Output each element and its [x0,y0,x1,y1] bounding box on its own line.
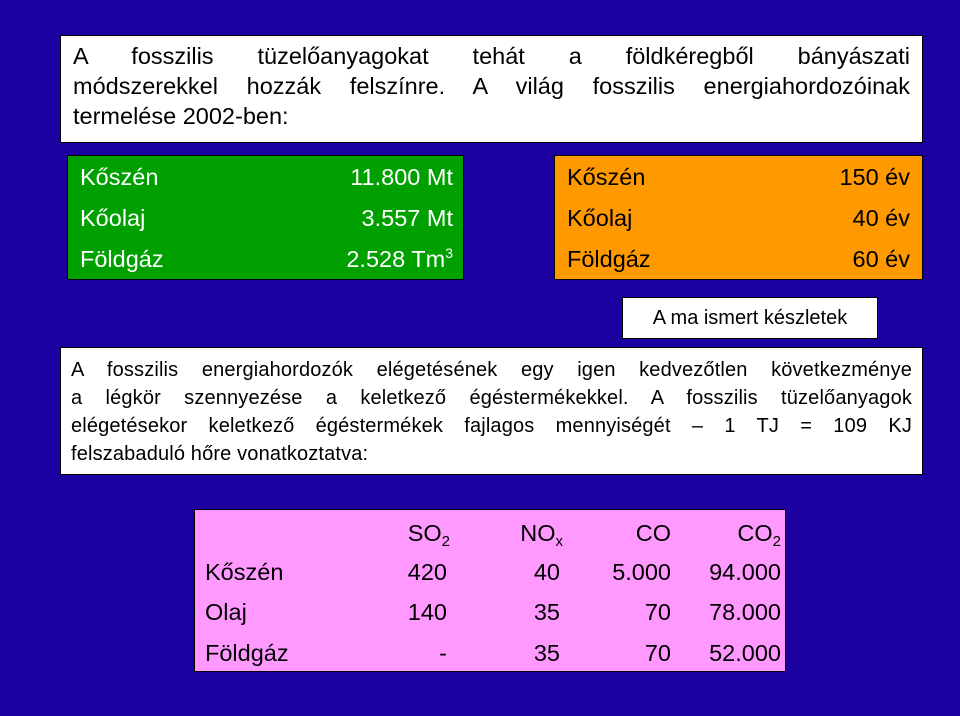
paragraph-line-4: felszabaduló hőre vonatkoztatva: [71,443,369,465]
intro-line-2: módszerekkel hozzák felszínre. A világ fosszilis energiahordozóinak [73,73,910,99]
fuel-name: Kőszén [567,164,646,190]
superscript-exponent: 3 [445,245,453,261]
production-value: 2.528 Tm$^3$ [346,245,453,272]
production-row [80,205,453,245]
emission-header: $CO_2$ [737,520,781,550]
paragraph-line-3: elégetésekor keletkező égéstermékek fajlagos mennyiségét – 1 TJ = 109 KJ [71,415,912,437]
emission-value: 70 [644,640,671,666]
emission-value: - [439,640,447,666]
lifetime-row [567,246,910,286]
intro-text-box [60,35,923,143]
emission-value: 420 [407,559,447,585]
emission-value: 94.000 [709,559,781,585]
emission-header: CO [635,520,671,546]
lifetime-row [567,205,910,245]
lifetime-table [554,155,923,280]
emissions-table [194,509,786,672]
emission-row-name: Kőszén [205,559,284,585]
fuel-name: Kőolaj [80,205,146,231]
emission-value: 35 [533,599,560,625]
intro-line-3: termelése 2002-ben: [73,103,289,129]
lifetime-value: 40 év [852,205,910,231]
pollution-paragraph [60,347,923,475]
lifetime-row [567,164,910,204]
emission-row-name: Földgáz [205,640,289,666]
emission-value: 5.000 [612,559,671,585]
fuel-name: Kőolaj [567,205,633,231]
intro-line-1: A fosszilis tüzelőanyagokat tehát a földkéregből bányászati [73,43,910,69]
emission-value: 35 [533,640,560,666]
emission-value: 52.000 [709,640,781,666]
production-row [80,246,453,286]
emission-value: 70 [644,599,671,625]
paragraph-line-2: a légkör szennyezése a keletkező égéstermékekkel. A fosszilis tüzelőanyagok [71,387,912,409]
emission-header: $NO_x$ [520,520,563,550]
emission-value: 40 [533,559,560,585]
fuel-name: Földgáz [80,246,164,272]
emission-value: 78.000 [709,599,781,625]
lifetime-value: 60 év [852,246,910,272]
fuel-name: Földgáz [567,246,651,272]
emission-header: $SO_2$ [407,520,450,550]
production-value: 11.800 Mt [350,164,453,190]
production-row [80,164,453,204]
paragraph-line-1: A fosszilis energiahordozók elégetésének egy igen kedvezőtlen következménye [71,359,912,381]
reserves-label: A ma ismert készletek [622,297,878,339]
emission-value: 140 [407,599,447,625]
production-value: 3.557 Mt [361,205,453,231]
lifetime-value: 150 év [839,164,910,190]
production-table [67,155,464,280]
emission-row-name: Olaj [205,599,247,625]
fuel-name: Kőszén [80,164,159,190]
